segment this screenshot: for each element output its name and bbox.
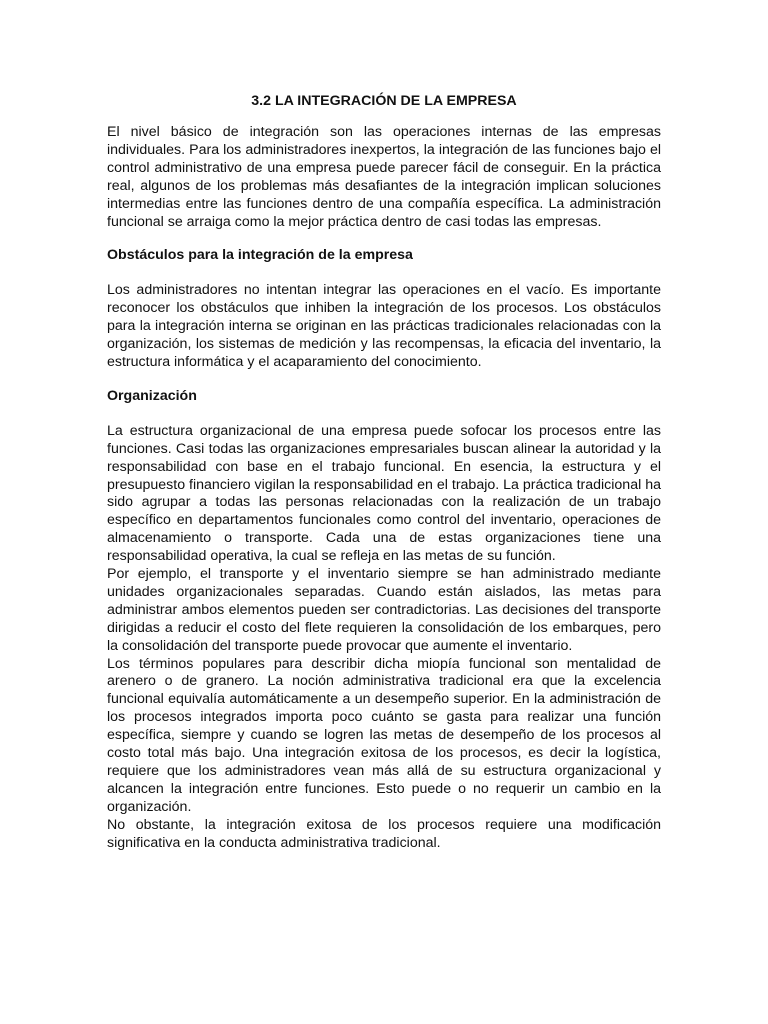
obstacles-paragraph: Los administradores no intentan integrar las operaciones en el vacío. Es importante reconocer los obstáculos que inhiben la integración de los procesos. Los obstáculos para la integración interna se originan en las prácticas tradicionales relacionadas con la organización, los sistemas de medición y las recompensas, la eficacia del inventario, la estructura informática y el acaparamiento del conocimiento. [107, 282, 661, 370]
intro-paragraph: El nivel básico de integración son las operaciones internas de las empresas individuales. Para los administradores inexpertos, la integración de las funciones bajo el control administrativo de una empresa puede parecer fácil de conseguir. En la práctica real, algunos de los problemas más desafiantes de la integración implican soluciones intermedias entre las funciones dentro de una compañía específica. La administración funcional se arraiga como la mejor práctica dentro de casi todas las empresas. [107, 124, 661, 230]
document-page [107, 92, 661, 853]
organization-paragraph-3: Los términos populares para describir dicha miopía funcional son mentalidad de arenero o de granero. La noción administrativa tradicional era que la excelencia funcional equivalía automáticamente a un desempeño superior. En la administración de los procesos integrados importa poco cuánto se gasta para realizar una función específica, siempre y cuando se logren las metas de desempeño de los procesos al costo total más bajo. Una integración exitosa de los procesos, es decir la logística, requiere que los administradores vean más allá de su estructura organizacional y alcancen la integración entre funciones. Esto puede o no requerir un cambio en la organización. [107, 655, 661, 815]
spacer [107, 265, 661, 282]
spacer [107, 372, 661, 388]
section-heading-obstacles: Obstáculos para la integración de la empresa [107, 247, 413, 264]
organization-paragraph-2: Por ejemplo, el transporte y el inventario siempre se han administrado mediante unidades organizacionales separadas. Cuando están aislados, las metas para administrar ambos elementos pueden ser contradictorias. Las decisiones del transporte dirigidas a reducir el costo del flete requieren la consolidación de los embarques, pero la consolidación del transporte puede provocar que aumente el inventario. [107, 566, 661, 654]
organization-paragraph-4: No obstante, la integración exitosa de los procesos requiere una modificación significativa en la conducta administrativa tradicional. [107, 816, 661, 851]
section-heading-organization: Organización [107, 387, 197, 404]
organization-paragraph-1: La estructura organizacional de una empresa puede sofocar los procesos entre las funciones. Casi todas las organizaciones empresariales buscan alinear la autoridad y la responsabilidad con base en el trabajo funcional. En esencia, la estructura y el presupuesto financiero vigilan la responsabilidad en el trabajo. La práctica tradicional ha sido agrupar a todas las personas relacionadas con la realización de un trabajo específico en departamentos funcionales como control del inventario, operaciones de almacenamiento o transporte. Cada una de estas organizaciones tiene una responsabilidad operativa, la cual se refleja en las metas de su función. [107, 422, 661, 565]
spacer [107, 231, 661, 247]
spacer [107, 406, 661, 423]
page-title: 3.2 LA INTEGRACIÓN DE LA EMPRESA [251, 93, 517, 109]
